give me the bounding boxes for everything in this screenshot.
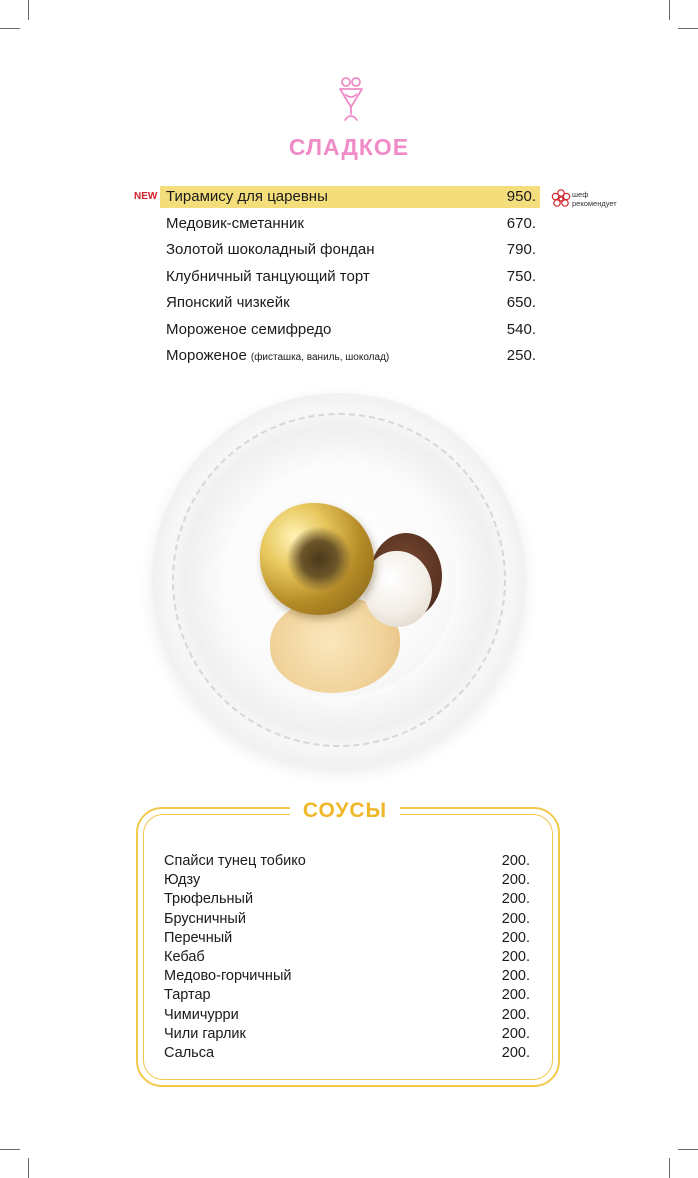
list-item — [164, 967, 532, 986]
list-item — [164, 1006, 532, 1025]
sauce-price: 200. — [501, 929, 530, 946]
list-item — [164, 910, 532, 929]
dish-price: 790. — [506, 241, 536, 258]
dish-note: (фисташка, ваниль, шоколад) — [250, 352, 390, 363]
sauce-name: Тартар — [164, 987, 211, 1004]
sauce-name: Брусничный — [164, 910, 246, 927]
sauce-name: Юдзу — [164, 872, 201, 889]
menu-row — [160, 213, 540, 235]
dessert-plate-photo — [152, 393, 526, 767]
sauce-price: 200. — [501, 968, 530, 985]
sauce-name: Чили гарлик — [164, 1025, 246, 1042]
chef-recommends — [550, 188, 670, 214]
sauce-name: Сальса — [164, 1044, 215, 1061]
list-item — [164, 929, 532, 948]
dish-name: Японский чизкейк — [166, 294, 290, 311]
dish-price: 670. — [506, 214, 536, 232]
menu-row — [160, 345, 540, 367]
sauce-name: Спайси тунец тобико — [164, 853, 306, 869]
dish-name: Медовик-сметанник — [166, 214, 304, 232]
crop-mark — [678, 1149, 698, 1150]
dish-price: 650. — [506, 294, 536, 311]
crop-mark — [28, 0, 29, 20]
sauce-list — [164, 852, 532, 1063]
sauce-price: 200. — [501, 872, 530, 889]
list-item — [164, 1025, 532, 1044]
list-item — [164, 871, 532, 890]
crop-mark — [0, 1149, 20, 1150]
dish-price: 750. — [506, 267, 536, 285]
dish-name: Тирамису для царевны — [166, 188, 328, 205]
list-item — [164, 948, 532, 967]
list-item — [164, 852, 532, 871]
ice-cream-scoop — [364, 551, 432, 627]
sauce-name: Перечный — [164, 929, 233, 946]
crop-mark — [28, 1158, 29, 1178]
sauce-price: 200. — [501, 853, 530, 869]
dish-name: Мороженое семифредо — [166, 320, 332, 338]
menu-row — [160, 239, 540, 261]
chef-line-1: шеф — [572, 190, 589, 199]
sauce-name: Чимичурри — [164, 1006, 239, 1023]
menu-row-featured — [134, 186, 540, 208]
sauce-price: 200. — [501, 1006, 530, 1023]
list-item — [164, 1044, 532, 1063]
menu-row — [160, 292, 540, 314]
sauce-name: Медово-горчичный — [164, 968, 292, 985]
dish-price: 950. — [506, 188, 536, 205]
crop-mark — [678, 28, 698, 29]
dessert-menu — [134, 186, 540, 372]
crop-mark — [669, 1158, 670, 1178]
sauce-name: Трюфельный — [164, 891, 254, 908]
menu-row — [160, 319, 540, 341]
dish-name: Клубничный танцующий торт — [166, 267, 370, 285]
sauce-price: 200. — [501, 1044, 530, 1061]
sauce-price: 200. — [501, 987, 530, 1004]
sauce-name: Кебаб — [164, 948, 205, 965]
dish-price: 250. — [506, 347, 536, 364]
menu-row — [160, 266, 540, 288]
dish-price: 540. — [506, 320, 536, 338]
list-item — [164, 986, 532, 1005]
dish-name: Золотой шоколадный фондан — [166, 241, 375, 258]
flower-icon — [550, 188, 572, 210]
section-title: СЛАДКОЕ — [288, 134, 410, 160]
dish-name — [166, 345, 389, 369]
ice-cream-cup-icon — [337, 76, 365, 122]
crop-mark — [669, 0, 670, 20]
sauce-price: 200. — [501, 948, 530, 965]
dish-name-text: Мороженое — [166, 347, 247, 364]
chef-line-2: рекомендует — [572, 199, 617, 208]
sauce-price: 200. — [501, 910, 530, 927]
sauce-price: 200. — [501, 891, 530, 908]
sauces-title: СОУСЫ — [290, 795, 400, 827]
gold-foil-dessert — [260, 503, 374, 615]
list-item — [164, 890, 532, 909]
new-badge: NEW — [134, 191, 158, 202]
crop-mark — [0, 28, 20, 29]
sauce-price: 200. — [501, 1025, 530, 1042]
chef-recommends-label — [572, 190, 617, 208]
